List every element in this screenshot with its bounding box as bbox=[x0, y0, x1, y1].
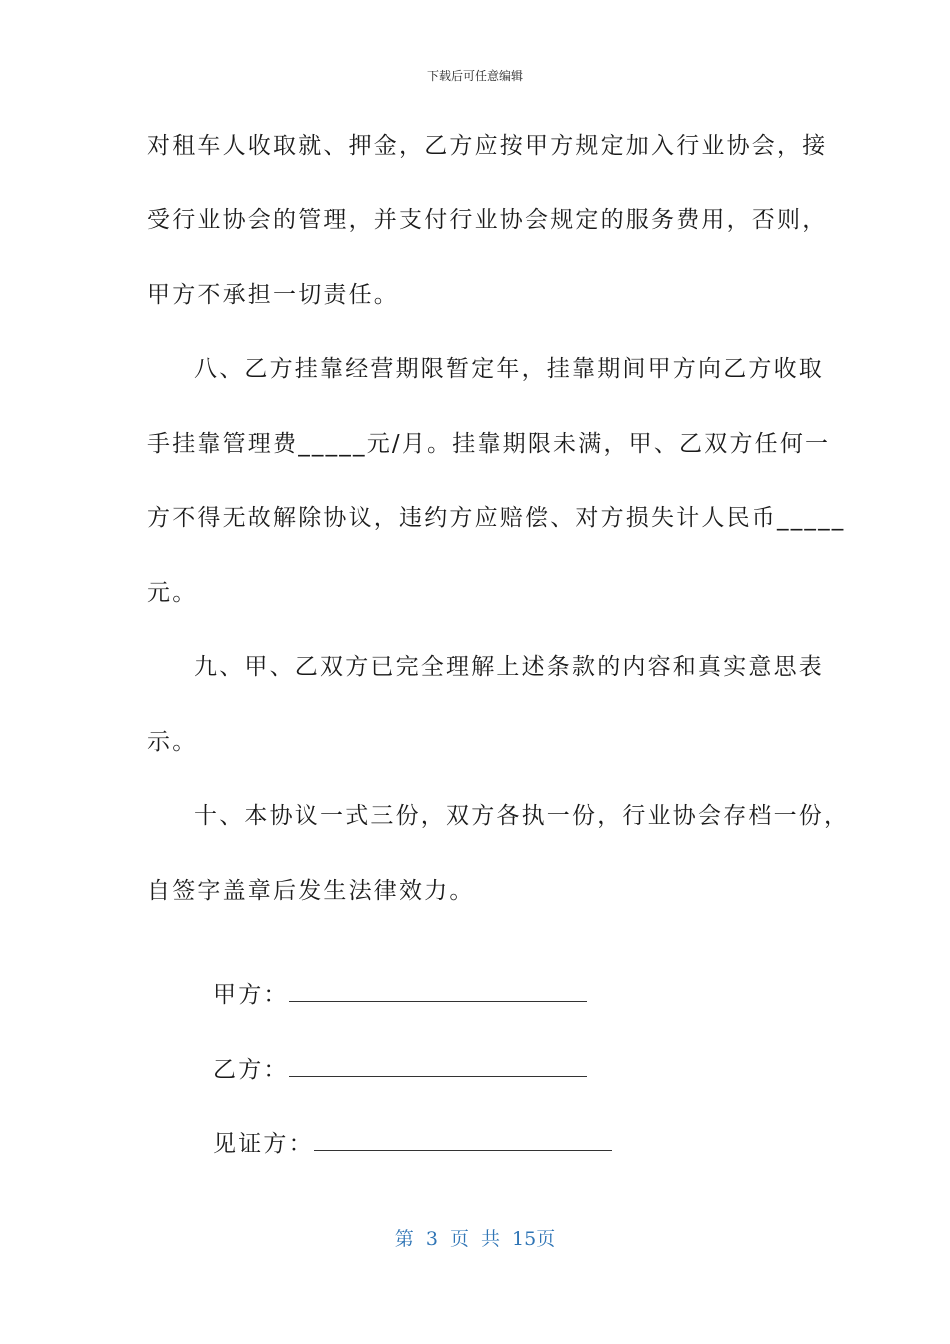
party-b-signature bbox=[194, 1025, 587, 1085]
party-a-signature-line[interactable] bbox=[289, 981, 587, 1002]
party-b-signature-line[interactable] bbox=[289, 1056, 587, 1077]
body-line-2: 受行业协会的管理，并支付行业协会规定的服务费用，否则， bbox=[147, 207, 828, 233]
clause-8-line-4: 元。 bbox=[147, 580, 198, 606]
clause-9-line-2: 示。 bbox=[147, 729, 198, 755]
header-note: 下载后可任意编辑 bbox=[426, 69, 523, 83]
body-line-1: 对租车人收取就、押金，乙方应按甲方规定加入行业协会，接 bbox=[147, 133, 828, 159]
page-number: 第 3 页 共 15页 bbox=[394, 1228, 556, 1250]
clause-10-line-1: 十、本协议一式三份，双方各执一份，行业协会存档一份， bbox=[194, 803, 850, 829]
witness-label: 见证方： bbox=[213, 1131, 314, 1157]
party-a-label: 甲方： bbox=[213, 982, 289, 1008]
clause-8-line-2: 手挂靠管理费_____元/月。挂靠期限未满，甲、乙双方任何一 bbox=[147, 431, 831, 457]
body-line-3: 甲方不承担一切责任。 bbox=[147, 282, 399, 308]
witness-signature bbox=[194, 1099, 612, 1159]
clause-8-line-1: 八、乙方挂靠经营期限暂定年，挂靠期间甲方向乙方收取 bbox=[194, 356, 824, 382]
witness-signature-line[interactable] bbox=[314, 1130, 612, 1151]
clause-8-line-3: 方不得无故解除协议，违约方应赔偿、对方损失计人民币_____ bbox=[147, 505, 846, 531]
party-a-signature bbox=[194, 950, 587, 1010]
party-b-label: 乙方： bbox=[213, 1057, 289, 1083]
clause-10-line-2: 自签字盖章后发生法律效力。 bbox=[147, 878, 475, 904]
clause-9-line-1: 九、甲、乙双方已完全理解上述条款的内容和真实意思表 bbox=[194, 654, 824, 680]
